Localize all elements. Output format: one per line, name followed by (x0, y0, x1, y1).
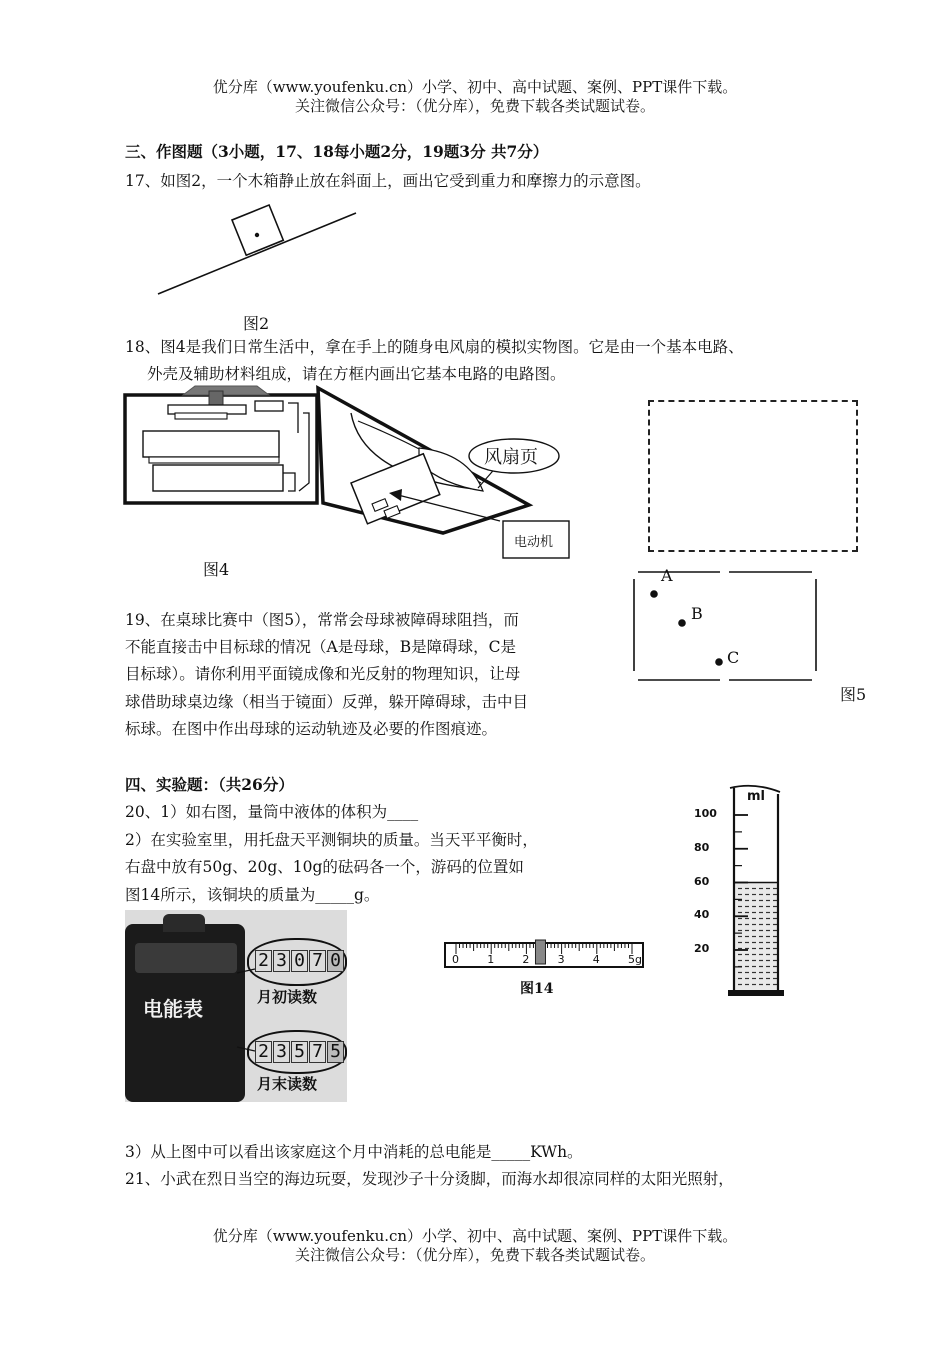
ball-b (678, 619, 686, 627)
figure-14-caption: 图14 (520, 981, 554, 997)
ruler-rider (535, 940, 545, 964)
question-20-2-line-3: 图14所示，该铜块的质量为_____g。 (125, 886, 380, 904)
ruler-tick-label: 0 (452, 953, 459, 966)
figure-2-incline (150, 205, 365, 300)
circuit-answer-box (648, 400, 858, 552)
figure-5-caption: 图5 (840, 685, 867, 704)
question-19-line-2: 不能直接击中目标球的情况（A是母球，B是障碍球，C是 (125, 638, 516, 656)
ball-c-label: C (727, 648, 740, 667)
question-20-2-line-1: 2）在实验室里，用托盘天平测铜块的质量。当天平平衡时， (125, 831, 538, 849)
cylinder-tick-label: 40 (694, 908, 710, 922)
question-20-2-line-2: 右盘中放有50g、20g、10g的砝码各一个，游码的位置如 (125, 858, 524, 876)
cylinder-tick-label: 80 (694, 840, 710, 854)
end-reading-label: 月末读数 (257, 1075, 318, 1093)
ball-c (715, 658, 723, 666)
ball-b-label: B (691, 604, 703, 623)
start-digit: 0 (291, 950, 308, 972)
question-19-line-5: 标球。在图中作出母球的运动轨迹及必要的作图痕迹。 (125, 720, 498, 738)
ruler-scale (444, 939, 644, 973)
cylinder-tick-label: 60 (694, 874, 710, 888)
footer-line-2: 关注微信公众号：（优分库），免费下载各类试题试卷。 (294, 1246, 655, 1264)
cylinder-tick-label: 20 (694, 942, 710, 955)
question-20-1: 20、1）如右图，量筒中液体的体积为____ (125, 803, 419, 821)
ball-a (650, 590, 658, 598)
balance-rider-ruler (444, 939, 644, 973)
start-digit: 0 (327, 950, 344, 972)
section4-title: 四、实验题：（共26分） (125, 775, 294, 794)
end-digit: 5 (327, 1041, 344, 1063)
start-reading-digits (255, 950, 344, 972)
ruler-tick-label: 5g (628, 953, 642, 966)
figure-2-caption: 图2 (243, 314, 270, 333)
start-digit: 7 (309, 950, 326, 972)
cylinder-base (728, 990, 784, 996)
ruler-tick-label: 3 (557, 953, 565, 966)
ruler-tick-label: 4 (592, 953, 600, 966)
start-reading-label: 月初读数 (257, 988, 318, 1006)
meter-window (135, 943, 237, 973)
section3-title: 三、作图题（3小题，17、18每小题2分，19题3分 共7分） (125, 142, 549, 161)
question-21: 21、小武在烈日当空的海边玩耍，发现沙子十分烫脚，而海水却很凉同样的太阳光照射， (125, 1170, 734, 1188)
question-19-line-1: 19、在桌球比赛中（图5），常常会母球被障碍球阻挡，而 (125, 611, 519, 629)
header-line-1: 优分库（www.youfenku.cn）小学、初中、高中试题、案例、PPT课件下载。 (212, 78, 738, 96)
start-digit: 2 (255, 950, 272, 972)
question-18-line-2: 外壳及辅助材料组成，请在方框内画出它基本电路的电路图。 (147, 365, 566, 383)
question-20-3: 3）从上图中可以看出该家庭这个月中消耗的总电能是_____KWh。 (125, 1143, 583, 1161)
question-18-line-1: 18、图4是我们日常生活中，拿在手上的随身电风扇的模拟实物图。它是由一个基本电路、 (125, 338, 744, 356)
question-19-line-4: 球借助球桌边缘（相当于镜面）反弹，躲开障碍球，击中目 (125, 693, 529, 711)
electric-meter-photo (125, 910, 347, 1102)
cylinder-tick-label: 100 (694, 807, 717, 820)
ball-a-label: A (661, 566, 673, 585)
measuring-cylinder (690, 778, 780, 1003)
motor-label: 电动机 (514, 535, 554, 550)
figure-4-fan-drawing (123, 383, 578, 563)
end-digit: 5 (291, 1041, 308, 1063)
question-19-line-3: 目标球）。请你利用平面镜成像和光反射的物理知识，让母 (125, 665, 521, 683)
figure-4-caption: 图4 (203, 560, 230, 579)
start-digit: 3 (273, 950, 290, 972)
ruler-tick-label: 2 (522, 953, 530, 966)
meter-title: 电能表 (143, 997, 203, 1021)
end-digit: 2 (255, 1041, 272, 1063)
meter-top (163, 914, 205, 932)
end-reading-digits (255, 1041, 344, 1063)
end-digit: 7 (309, 1041, 326, 1063)
fan-blade-label: 风扇页 (484, 447, 538, 468)
cylinder-unit: ml (747, 789, 766, 804)
footer-line-1: 优分库（www.youfenku.cn）小学、初中、高中试题、案例、PPT课件下载。 (212, 1227, 738, 1245)
question-17: 17、如图2，一个木箱静止放在斜面上，画出它受到重力和摩擦力的示意图。 (125, 172, 651, 190)
ruler-tick-label: 1 (487, 953, 495, 966)
header-line-2: 关注微信公众号：（优分库），免费下载各类试题试卷。 (294, 97, 655, 115)
end-digit: 3 (273, 1041, 290, 1063)
